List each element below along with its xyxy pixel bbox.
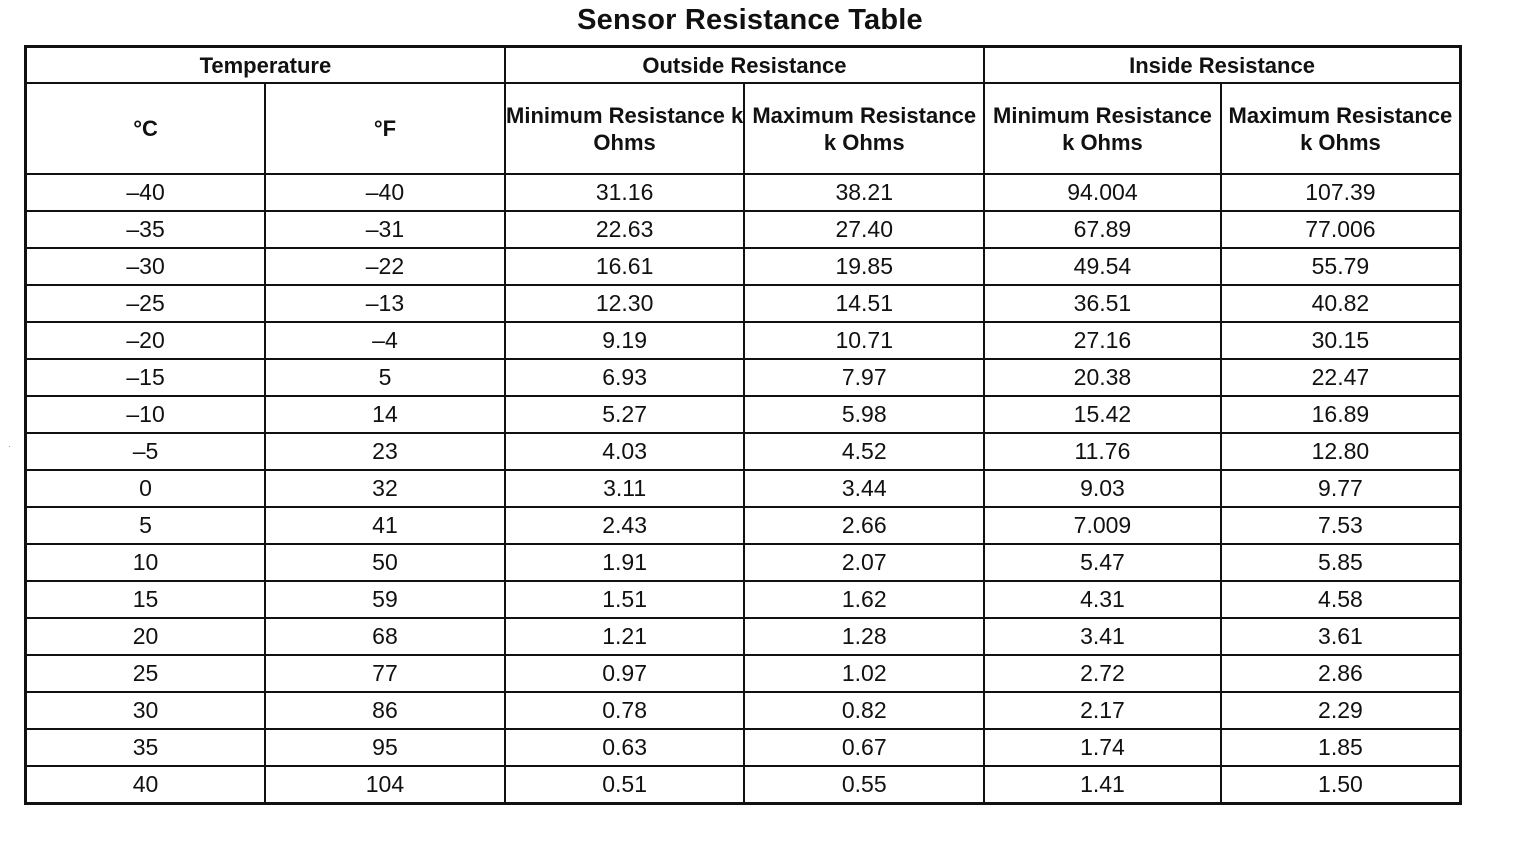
cell-celsius: 40 [26, 766, 266, 804]
table-row [26, 766, 1461, 804]
cell-celsius: 25 [26, 655, 266, 692]
cell-fahrenheit: 50 [265, 544, 505, 581]
cell-fahrenheit: 86 [265, 692, 505, 729]
cell-inside-min: 9.03 [984, 470, 1221, 507]
cell-outside-max: 1.62 [744, 581, 984, 618]
cell-inside-min: 36.51 [984, 285, 1221, 322]
cell-outside-max: 27.40 [744, 211, 984, 248]
cell-inside-max: 5.85 [1221, 544, 1461, 581]
cell-outside-max: 4.52 [744, 433, 984, 470]
header-inside-resistance: Inside Resistance [984, 47, 1460, 84]
cell-inside-min: 4.31 [984, 581, 1221, 618]
table-row [26, 581, 1461, 618]
cell-outside-min: 31.16 [505, 174, 745, 211]
header-inside-max: Maximum Resistance k Ohms [1221, 83, 1461, 174]
table-row [26, 618, 1461, 655]
header-temperature: Temperature [26, 47, 505, 84]
table-row [26, 544, 1461, 581]
cell-outside-max: 14.51 [744, 285, 984, 322]
cell-inside-max: 107.39 [1221, 174, 1461, 211]
cell-outside-min: 22.63 [505, 211, 745, 248]
cell-inside-min: 1.41 [984, 766, 1221, 804]
cell-fahrenheit: –4 [265, 322, 505, 359]
cell-fahrenheit: 41 [265, 507, 505, 544]
header-inside-min: Minimum Resistance k Ohms [984, 83, 1221, 174]
cell-inside-min: 5.47 [984, 544, 1221, 581]
cell-inside-max: 55.79 [1221, 248, 1461, 285]
cell-outside-min: 12.30 [505, 285, 745, 322]
table-row [26, 655, 1461, 692]
table-row [26, 359, 1461, 396]
header-celsius: °C [26, 83, 266, 174]
header-outside-resistance: Outside Resistance [505, 47, 984, 84]
table-row [26, 729, 1461, 766]
cell-inside-min: 7.009 [984, 507, 1221, 544]
cell-celsius: 5 [26, 507, 266, 544]
table-row [26, 322, 1461, 359]
cell-fahrenheit: 95 [265, 729, 505, 766]
cell-fahrenheit: –40 [265, 174, 505, 211]
cell-inside-max: 77.006 [1221, 211, 1461, 248]
cell-outside-min: 1.91 [505, 544, 745, 581]
cell-fahrenheit: 104 [265, 766, 505, 804]
cell-outside-max: 1.02 [744, 655, 984, 692]
sensor-resistance-table [24, 45, 1462, 805]
cell-inside-max: 16.89 [1221, 396, 1461, 433]
cell-outside-max: 38.21 [744, 174, 984, 211]
cell-fahrenheit: 32 [265, 470, 505, 507]
header-outside-min: Minimum Resistance k Ohms [505, 83, 745, 174]
cell-inside-min: 3.41 [984, 618, 1221, 655]
cell-inside-max: 7.53 [1221, 507, 1461, 544]
cell-outside-max: 7.97 [744, 359, 984, 396]
cell-outside-max: 0.67 [744, 729, 984, 766]
header-outside-max: Maximum Resistance k Ohms [744, 83, 984, 174]
cell-outside-min: 4.03 [505, 433, 745, 470]
cell-outside-min: 1.51 [505, 581, 745, 618]
cell-inside-max: 4.58 [1221, 581, 1461, 618]
cell-celsius: 15 [26, 581, 266, 618]
cell-outside-max: 3.44 [744, 470, 984, 507]
cell-fahrenheit: –13 [265, 285, 505, 322]
cell-outside-min: 16.61 [505, 248, 745, 285]
cell-fahrenheit: –31 [265, 211, 505, 248]
cell-inside-max: 3.61 [1221, 618, 1461, 655]
cell-outside-max: 10.71 [744, 322, 984, 359]
cell-celsius: –5 [26, 433, 266, 470]
cell-outside-min: 3.11 [505, 470, 745, 507]
cell-outside-max: 1.28 [744, 618, 984, 655]
group-header-row [26, 47, 1461, 84]
cell-celsius: 20 [26, 618, 266, 655]
cell-celsius: –40 [26, 174, 266, 211]
cell-outside-min: 0.97 [505, 655, 745, 692]
cell-inside-min: 94.004 [984, 174, 1221, 211]
cell-celsius: –20 [26, 322, 266, 359]
column-header-row [26, 83, 1461, 174]
cell-outside-min: 1.21 [505, 618, 745, 655]
cell-celsius: –25 [26, 285, 266, 322]
cell-inside-min: 49.54 [984, 248, 1221, 285]
cell-outside-min: 5.27 [505, 396, 745, 433]
cell-inside-max: 1.85 [1221, 729, 1461, 766]
cell-celsius: –15 [26, 359, 266, 396]
table-body [26, 174, 1461, 804]
cell-outside-max: 2.07 [744, 544, 984, 581]
cell-outside-max: 2.66 [744, 507, 984, 544]
cell-celsius: 0 [26, 470, 266, 507]
cell-inside-min: 15.42 [984, 396, 1221, 433]
cell-celsius: 10 [26, 544, 266, 581]
cell-outside-max: 5.98 [744, 396, 984, 433]
cell-celsius: –10 [26, 396, 266, 433]
cell-celsius: –30 [26, 248, 266, 285]
scan-speck [9, 446, 10, 447]
table-row [26, 285, 1461, 322]
cell-outside-min: 9.19 [505, 322, 745, 359]
cell-outside-max: 19.85 [744, 248, 984, 285]
cell-inside-max: 22.47 [1221, 359, 1461, 396]
cell-outside-max: 0.55 [744, 766, 984, 804]
cell-inside-max: 30.15 [1221, 322, 1461, 359]
cell-inside-max: 40.82 [1221, 285, 1461, 322]
cell-inside-min: 27.16 [984, 322, 1221, 359]
cell-fahrenheit: 59 [265, 581, 505, 618]
table-row [26, 174, 1461, 211]
cell-outside-min: 0.78 [505, 692, 745, 729]
table-title: Sensor Resistance Table [577, 4, 923, 36]
table-row [26, 507, 1461, 544]
cell-fahrenheit: 23 [265, 433, 505, 470]
table-row [26, 211, 1461, 248]
cell-inside-min: 2.17 [984, 692, 1221, 729]
table-row [26, 692, 1461, 729]
cell-outside-min: 6.93 [505, 359, 745, 396]
cell-inside-min: 11.76 [984, 433, 1221, 470]
header-fahrenheit: °F [265, 83, 505, 174]
cell-celsius: 30 [26, 692, 266, 729]
cell-celsius: 35 [26, 729, 266, 766]
cell-fahrenheit: 14 [265, 396, 505, 433]
cell-inside-min: 20.38 [984, 359, 1221, 396]
cell-inside-min: 1.74 [984, 729, 1221, 766]
cell-inside-max: 9.77 [1221, 470, 1461, 507]
cell-inside-max: 2.86 [1221, 655, 1461, 692]
cell-outside-min: 2.43 [505, 507, 745, 544]
cell-fahrenheit: 5 [265, 359, 505, 396]
cell-outside-min: 0.63 [505, 729, 745, 766]
cell-fahrenheit: 68 [265, 618, 505, 655]
table-row [26, 433, 1461, 470]
cell-inside-max: 2.29 [1221, 692, 1461, 729]
cell-fahrenheit: –22 [265, 248, 505, 285]
cell-fahrenheit: 77 [265, 655, 505, 692]
cell-celsius: –35 [26, 211, 266, 248]
cell-inside-min: 2.72 [984, 655, 1221, 692]
cell-inside-max: 1.50 [1221, 766, 1461, 804]
table-row [26, 396, 1461, 433]
cell-outside-max: 0.82 [744, 692, 984, 729]
cell-outside-min: 0.51 [505, 766, 745, 804]
table-row [26, 248, 1461, 285]
cell-inside-max: 12.80 [1221, 433, 1461, 470]
cell-inside-min: 67.89 [984, 211, 1221, 248]
table-row [26, 470, 1461, 507]
